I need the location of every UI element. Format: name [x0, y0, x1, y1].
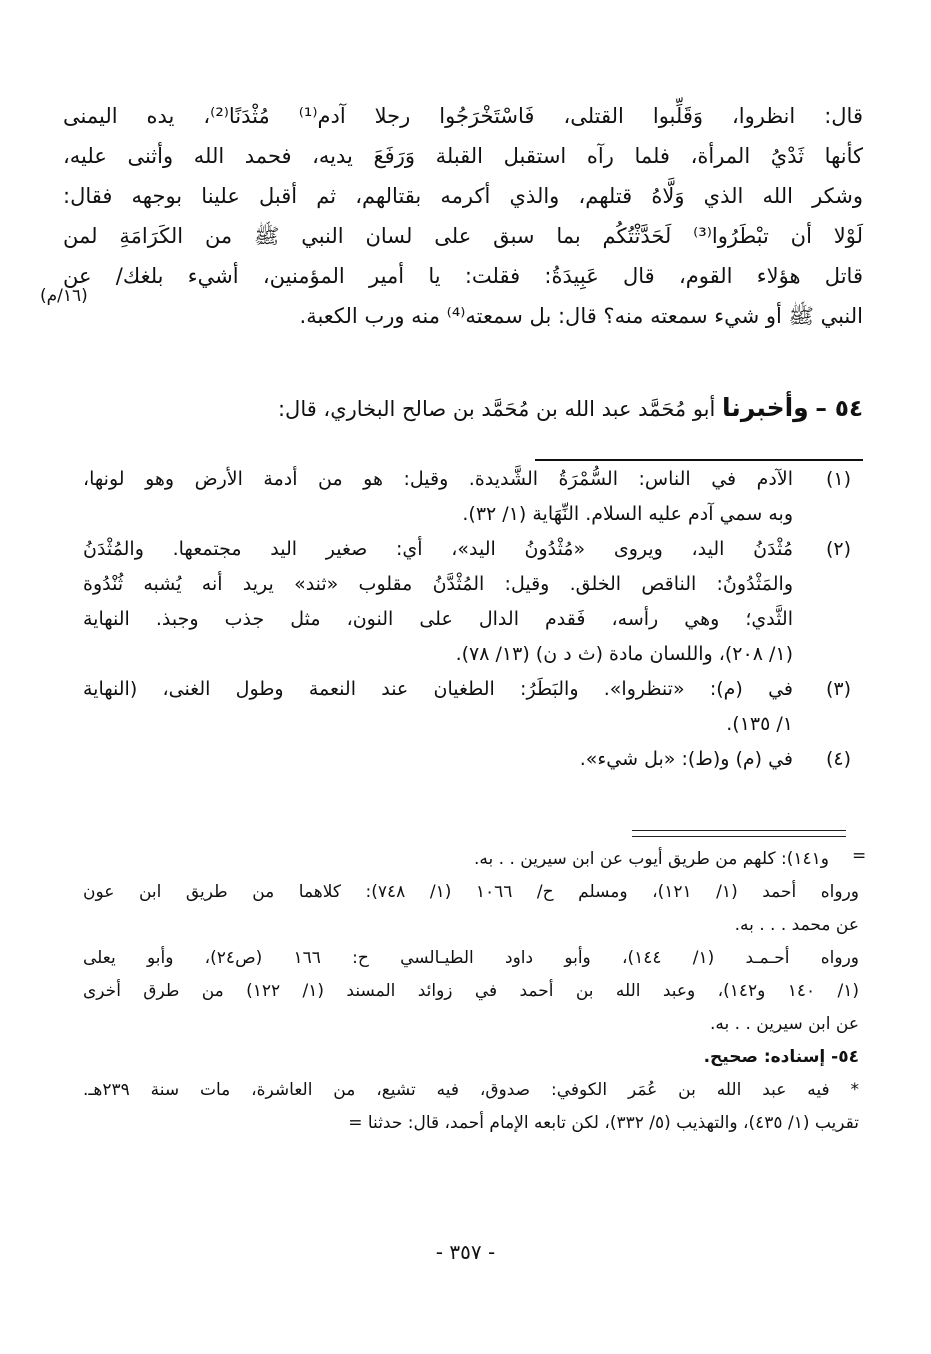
hadith-number: ٥٤ – [815, 396, 863, 422]
footnote [83, 742, 851, 777]
text-line: النبي ﷺ أو شيء سمعته منه؟ قال: بل سمعته⁽⁴⁾ منه ورب الكعبة. [299, 304, 863, 328]
hadith-text: أبو مُحَمَّد عبد الله بن مُحَمَّد بن صالح البخاري، قال: [277, 397, 716, 421]
note-line: * فيه عبد الله بن عُمَر الكوفي: صدوق، فيه تشيع، من العاشرة، مات سنة ٢٣٩هـ. [83, 1080, 859, 1100]
hadith-keyword: وأخبرنا [722, 393, 809, 422]
footnote-line: في (م) و(ط): «بل شيء». [579, 748, 793, 770]
footnote-number: (٢) [825, 538, 851, 560]
note-line: ٥٤- إسناده: صحيح. [703, 1047, 859, 1067]
footnote [83, 532, 851, 672]
footnote-text [83, 532, 793, 672]
footnote-line: (١/ ٢٠٨)، واللسان مادة (ث د ن) (١٣/ ٧٨). [455, 643, 793, 665]
page-number: - ٣٥٧ - [435, 1240, 496, 1264]
footnotes [83, 462, 851, 777]
footnote [83, 672, 851, 742]
footnote-number: (٤) [825, 748, 851, 770]
footnote-line: الآدم في الناس: السُّمْرَةُ الشَّديدة. وقيل: هو من أدمة الأرض وهو لونها، [83, 468, 793, 490]
footnote [83, 462, 851, 532]
main-text [63, 96, 863, 336]
footnote-number: (٣) [825, 678, 851, 700]
footnote-text [83, 742, 793, 777]
margin-note: (١٦/م) [40, 286, 88, 306]
footnote-text [83, 462, 793, 532]
double-rule-lower [632, 836, 846, 837]
note-line: (١/ ١٤٠ و١٤٢)، وعبد الله بن أحمد في زوائد المسند (١/ ١٢٢) من طرق أخرى [83, 981, 860, 1001]
text-line: لَوْلا أن تبْطَرُوا⁽³⁾ لَحَدَّثْتُكُم بما سبق على لسان النبي ﷺ من الكَرَامَةِ لمن [63, 224, 863, 248]
note-line: عن ابن سيرين . . به. [710, 1014, 859, 1034]
note-line: ورواه أحمد (١/ ١٢١)، ومسلم ح/ ١٠٦٦ (١/ ٧٤٨): كلاهما من طريق ابن عون [83, 882, 859, 902]
note-line: عن محمد . . . به. [734, 915, 859, 935]
text-line: قال: انظروا، وَقَلِّبوا القتلى، فَاسْتَخْرَجُوا رجلا آدم⁽¹⁾ مُثْدَنًا⁽²⁾، يده اليمنى [63, 104, 863, 128]
note-line: و١٤١): كلهم من طريق أيوب عن ابن سيرين . . به. [474, 849, 829, 869]
text-line: كأنها ثَدْيُ المرأة، فلما رآه استقبل القبلة وَرَفَعَ يديه، فحمد الله وأثنى عليه، [63, 144, 863, 168]
footnote-line: والمَثْدُونُ: الناقص الخلق. وقيل: المُثْدَّنُ مقلوب «ثند» يريد أنه يُشبه ثُنْدُوة [83, 573, 793, 595]
footnote-text [83, 672, 793, 742]
footnote-line: ١/ ١٣٥). [726, 713, 793, 735]
text-line: قاتل هؤلاء القوم، قال عَبِيدَةُ: فقلت: يا أمير المؤمنين، أشيء بلغك/ عن [63, 264, 863, 288]
footnote-number: (١) [825, 468, 851, 490]
takhrij-notes [83, 843, 859, 1140]
footnote-line: مُثْدَنُ اليد، ويروى «مُثْدُونُ اليد»، أي: صغير اليد مجتمعها. والمُثْدَنُ [83, 538, 793, 560]
hadith-heading [103, 393, 863, 422]
footnote-line: الثَّدي؛ وهي رأسه، فَقدم الدال على النون، مثل جذب وجبذ. النهاية [83, 608, 793, 630]
footnote-line: وبه سمي آدم عليه السلام. النِّهَاية (١/ ٣٢). [462, 503, 793, 525]
double-rule-upper [632, 830, 846, 831]
text-line: وشكر الله الذي وَلَّاهُ قتلهم، والذي أكرمه بقتالهم، ثم أقبل علينا بوجهه فقال: [63, 184, 863, 208]
continuation-mark: = [852, 846, 867, 866]
footnote-line: في (م): «تنظروا». والبَطَرُ: الطغيان عند النعمة وطول الغنى، (النهاية [83, 678, 793, 700]
footnote-separator [535, 459, 863, 461]
note-line: تقريب (١/ ٤٣٥)، والتهذيب (٥/ ٣٣٢)، لكن تابعه الإمام أحمد، قال: حدثنا = [348, 1113, 859, 1133]
note-line: ورواه أحـمـد (١/ ١٤٤)، وأبو داود الطيـالسي ح: ١٦٦ (ص٢٤)، وأبو يعلى [83, 948, 859, 968]
